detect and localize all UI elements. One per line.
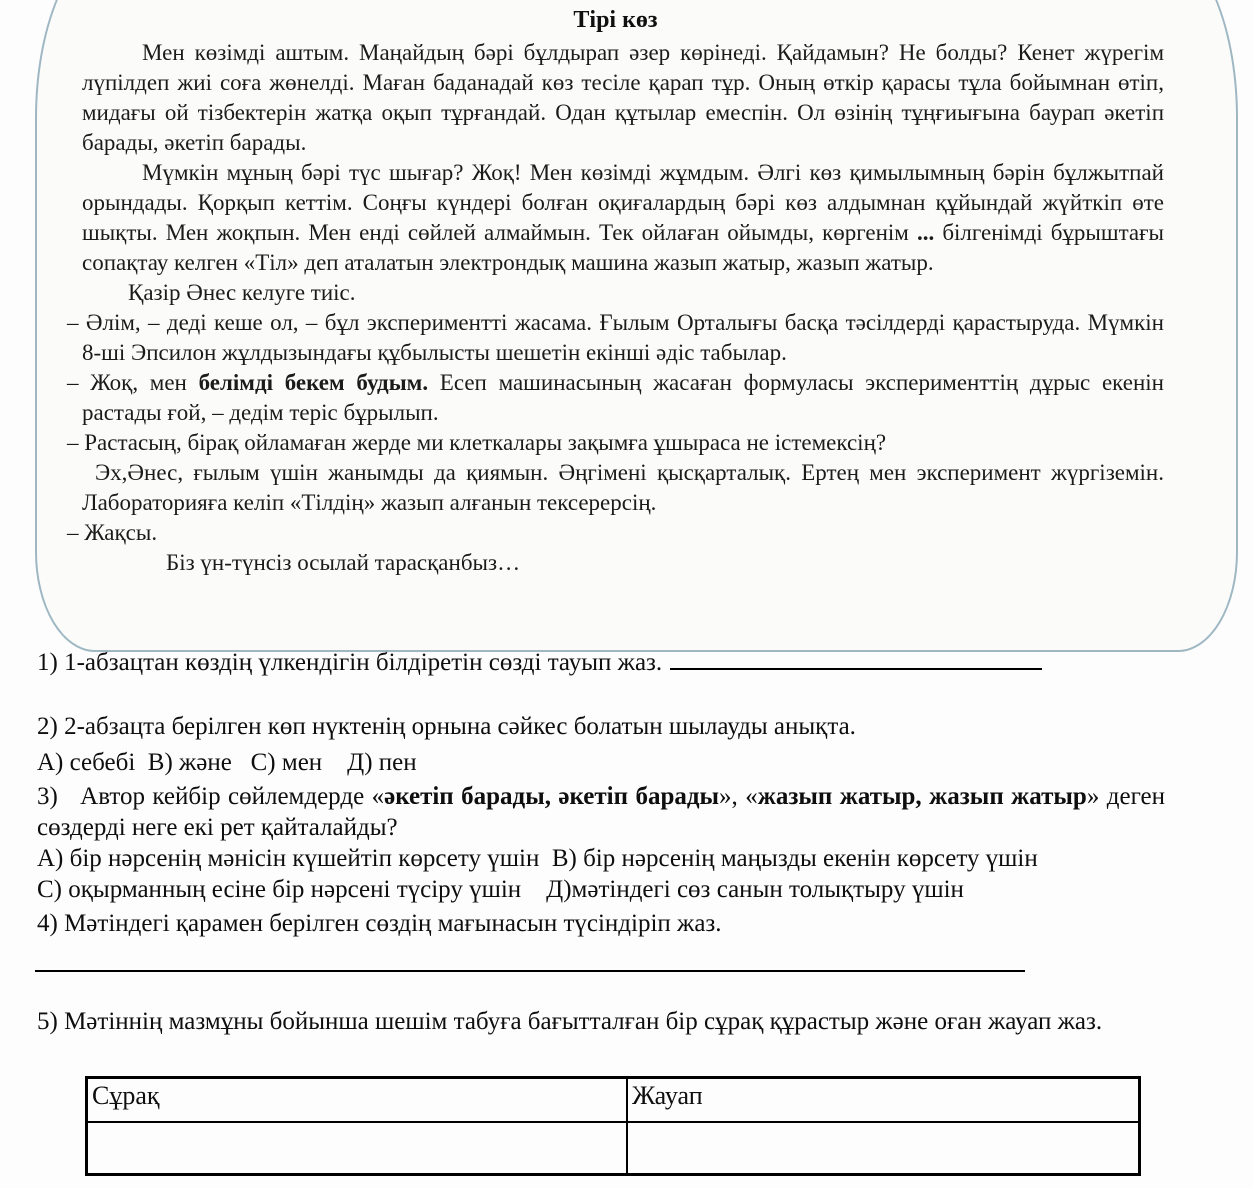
question-1 xyxy=(37,646,1227,678)
answer-table-input-row xyxy=(87,1122,1140,1175)
question-1-text: 1) 1-абзацтан көздің үлкендігін білдіретін сөзді тауып жаз. xyxy=(37,649,663,676)
passage-paragraph xyxy=(82,278,1164,308)
question-3-options-cd: С) оқырманның есіне бір нәрсені түсіру үшін Д)мәтіндегі сөз санын толықтыру үшін xyxy=(37,876,964,903)
passage-title: Тірі көз xyxy=(573,7,658,33)
passage-body xyxy=(67,38,1164,578)
passage-paragraph xyxy=(67,518,1164,548)
text-segment: – Жоқ, мен xyxy=(67,370,199,395)
question-5-text: 5) Мәтіннің мазмұны бойынша шешім табуға бағытталған бір сұрақ құрастыр және оған жауап жаз. xyxy=(37,1008,1103,1035)
passage-paragraph xyxy=(67,428,1164,458)
passage-paragraph xyxy=(82,458,1164,518)
passage-box xyxy=(35,0,1238,652)
text-segment: Біз үн-түнсіз осылай тарасқанбыз… xyxy=(166,550,521,575)
question-4-text: 4) Мәтіндегі қарамен берілген сөздің мағынасын түсіндіріп жаз. xyxy=(37,910,722,937)
text-segment: Мен көзімді аштым. Маңайдың бәрі бұлдырап әзер көрінеді. Қайдамын? Не болды? Кенет жүрегім лүпілдеп жиі соға жөнелді. Маған баданадай көз тесіле қарап тұр. Оның өткір қарасы тұла бойымнан өтіп, мидағы ой тізбектерін жатқа оқып тұрғандай. Одан құтылар емеспін. Ол өзінің тұңғиығына баурап әкетіп барады, әкетіп барады. xyxy=(82,40,1164,155)
question-3-text xyxy=(37,781,1172,843)
passage-paragraph xyxy=(67,308,1164,368)
text-segment: әкетіп барады, әкетіп барады xyxy=(384,783,720,810)
text-segment: белімді бекем будым. xyxy=(198,370,429,395)
text-segment: ... xyxy=(916,220,935,245)
question-3-options-ab: А) бір нәрсенің мәнісін күшейтіп көрсету үшін В) бір нәрсенің маңызды екенін көрсету үшін xyxy=(37,845,1038,872)
question-2-options: А) себебі В) және С) мен Д) пен xyxy=(37,749,417,776)
text-segment: », « xyxy=(719,783,758,810)
question-4-answer-line[interactable] xyxy=(35,970,1025,972)
text-segment: жазып жатыр, жазып жатыр xyxy=(757,783,1087,810)
text-segment: 3) Автор кейбір сөйлемдерде « xyxy=(37,783,385,810)
passage-paragraph xyxy=(82,38,1164,158)
text-segment: Есеп машинасының жасаған формуласы эксперименттің дұрыс екенін растады ғой, – дедім теріс бұрылып. xyxy=(82,370,1164,425)
text-segment: Қазір Әнес келуге тиіс. xyxy=(128,280,356,305)
text-segment: білгенімді бұрыштағы сопақтау келген «Тіл» деп аталатын электрондық машина жазып жатыр, жазып жатыр. xyxy=(82,220,1164,275)
passage-paragraph xyxy=(67,368,1164,428)
passage-paragraph xyxy=(82,548,1164,578)
passage-paragraph xyxy=(82,158,1164,278)
text-segment: » деген сөздерді неге екі рет қайталайды? xyxy=(37,783,1172,841)
question-4 xyxy=(37,908,1207,939)
table-cell-question-input[interactable] xyxy=(87,1122,628,1175)
text-segment: Мүмкін мұның бәрі түс шығар? Жоқ! Мен көзімді жұмдым. Әлгі көз қимылымның бәрін бұлжытпай орындады. Қорқып кеттім. Соңғы күндері болған оқиғалардың бәрі көз алдымнан құйындай жүйткіп өте шықты. Мен жоқпын. Мен енді сөйлей алмаймын. Тек ойлаған ойымды, көргенім xyxy=(82,160,1164,245)
question-3 xyxy=(37,781,1172,905)
answer-table xyxy=(85,1076,1141,1176)
text-segment: – Растасың, бірақ ойламаған жерде ми клеткалары зақымға ұшыраса не істемексің? xyxy=(67,430,887,455)
question-2-text: 2) 2-абзацта берілген көп нүктенің орнына сәйкес болатын шылауды анықта. xyxy=(37,713,856,740)
question-5 xyxy=(37,1006,1159,1037)
table-header-question: Сұрақ xyxy=(87,1078,628,1123)
text-segment: – Жақсы. xyxy=(67,520,158,545)
text-segment: – Әлім, – деді кеше ол, – бұл экспериментті жасама. Ғылым Орталығы басқа тәсілдерді қарастыруда. Мүмкін 8-ші Эпсилон жұлдызындағы құбылысты шешетін екінші әдіс табылар. xyxy=(67,310,1164,365)
question-1-answer-blank[interactable] xyxy=(670,646,1042,670)
table-cell-answer-input[interactable] xyxy=(627,1122,1140,1175)
question-2 xyxy=(37,711,1207,778)
answer-table-header-row xyxy=(87,1078,1140,1123)
text-segment: Эх,Әнес, ғылым үшін жанымды да қиямын. Әңгімені қысқарталық. Ертең мен эксперимент жүргіземін. Лабораторияға келіп «Тілдің» жазып алғанын тексерерсің. xyxy=(82,460,1164,515)
table-header-answer: Жауап xyxy=(627,1078,1140,1123)
